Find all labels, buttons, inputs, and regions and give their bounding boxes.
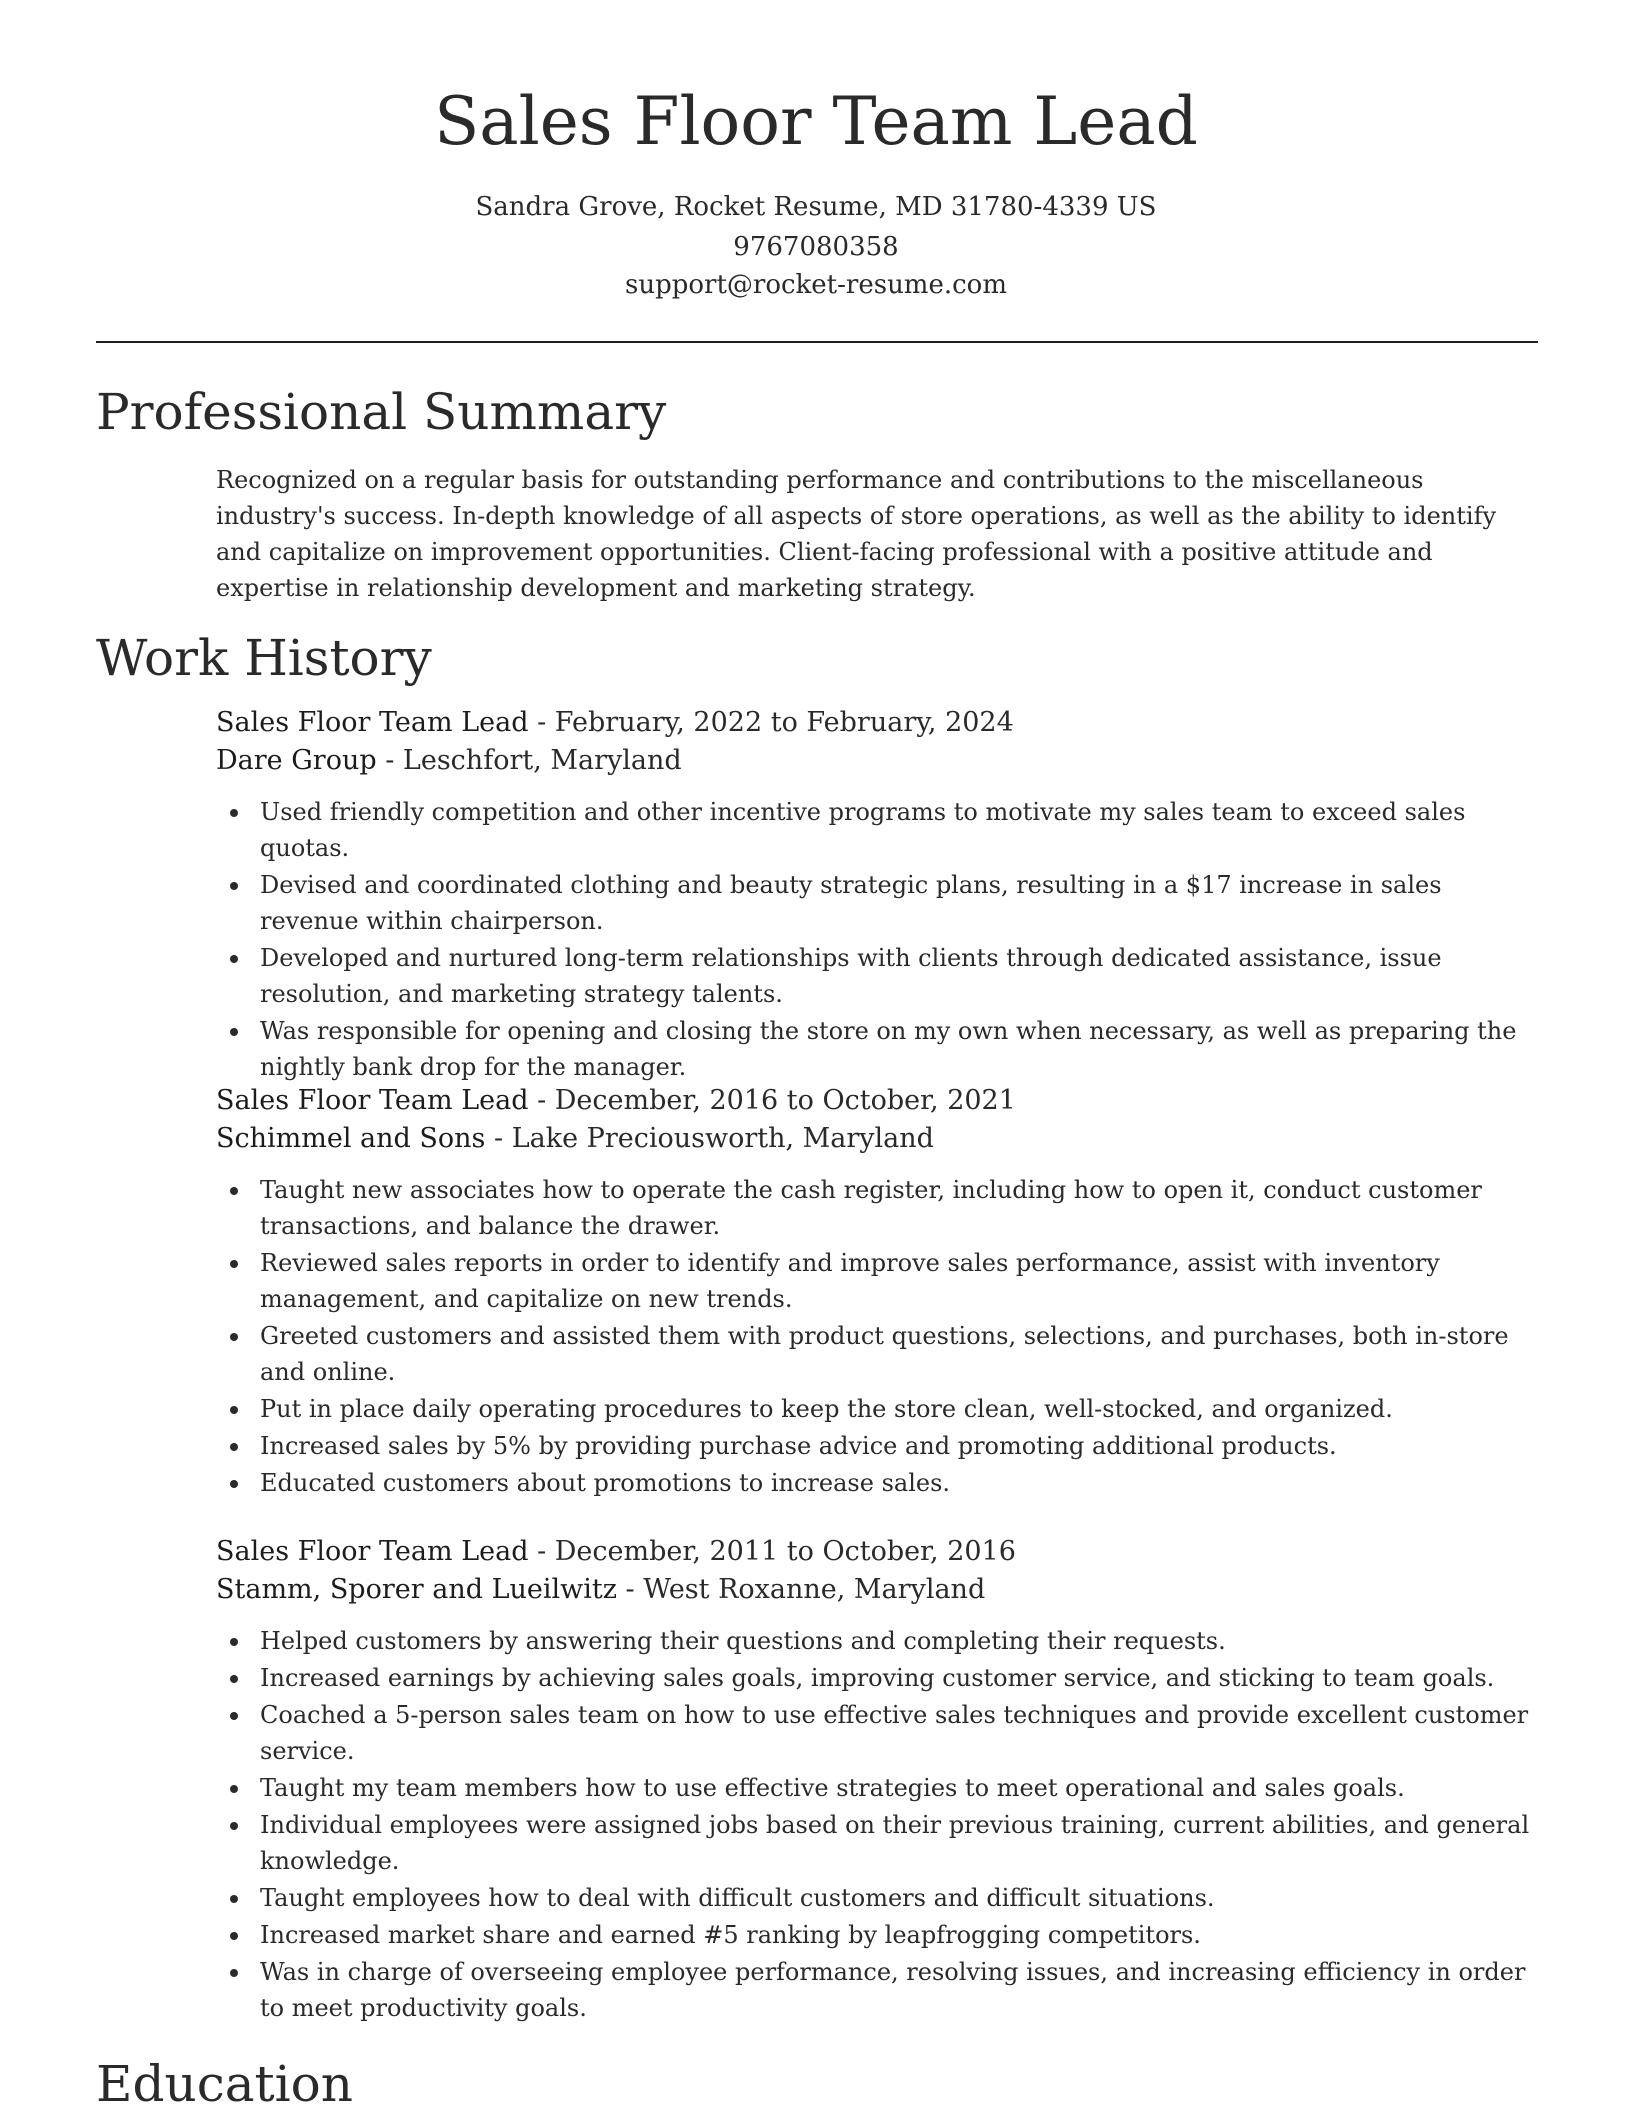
job-company: Dare Group	[216, 745, 377, 776]
job-separator: -	[376, 745, 403, 776]
contact-phone: 9767080358	[733, 232, 899, 262]
job-bullet: Was responsible for opening and closing the store on my own when necessary, as well as preparing the nightly bank drop for the manager.	[260, 1013, 1540, 1085]
job-separator: -	[616, 1574, 644, 1605]
job-location: Lake Preciousworth, Maryland	[511, 1123, 934, 1154]
job-separator: -	[528, 707, 555, 738]
job-dates: February, 2022 to February, 2024	[554, 707, 1014, 738]
job-bullet: Reviewed sales reports in order to identify and improve sales performance, assist with inventory management, and capitalize on new trends.	[260, 1245, 1540, 1317]
job-bullet: Devised and coordinated clothing and beauty strategic plans, resulting in a $17 increase in sales revenue within chairperson.	[260, 867, 1540, 939]
job-bullet: Put in place daily operating procedures to keep the store clean, well-stocked, and organized.	[260, 1391, 1540, 1427]
job-bullet: Developed and nurtured long-term relationships with clients through dedicated assistance, issue resolution, and marketing strategy talents.	[260, 940, 1540, 1012]
job-title-line	[216, 1533, 1540, 1571]
job-location: West Roxanne, Maryland	[643, 1574, 986, 1605]
job-bullet: Greeted customers and assisted them with product questions, selections, and purchases, both in-store and online.	[260, 1318, 1540, 1390]
job-bullet: Individual employees were assigned jobs based on their previous training, current abilities, and general knowledge.	[260, 1807, 1540, 1879]
header-divider	[96, 341, 1538, 343]
job-company-line	[216, 1571, 1540, 1609]
job-bullet: Coached a 5-person sales team on how to use effective sales techniques and provide excellent customer service.	[260, 1697, 1540, 1769]
job-bullet: Educated customers about promotions to increase sales.	[260, 1465, 1540, 1501]
job-location: Leschfort, Maryland	[402, 745, 682, 776]
job-bullet: Was in charge of overseeing employee performance, resolving issues, and increasing efficiency in order to meet productivity goals.	[260, 1954, 1540, 2026]
contact-email: support@rocket-resume.com	[624, 270, 1007, 300]
job-entry	[216, 1533, 1540, 2027]
job-separator: -	[528, 1085, 555, 1116]
job-company: Schimmel and Sons	[216, 1123, 486, 1154]
job-dates: December, 2011 to October, 2016	[554, 1536, 1016, 1567]
contact-address: Sandra Grove, Rocket Resume, MD 31780-4339 US	[475, 192, 1157, 222]
job-company-line	[216, 1120, 1540, 1158]
job-title-line	[216, 704, 1540, 742]
job-bullet: Taught employees how to deal with difficult customers and difficult situations.	[260, 1880, 1540, 1916]
job-role: Sales Floor Team Lead	[216, 1536, 529, 1567]
job-role: Sales Floor Team Lead	[216, 1085, 529, 1116]
work-history-heading: Work History	[96, 629, 432, 687]
job-dates: December, 2016 to October, 2021	[554, 1085, 1016, 1116]
summary-text: Recognized on a regular basis for outstanding performance and contributions to the miscellaneous industry's success. In-depth knowledge of all aspects of store operations, as well as the ability to identify and capitalize on improvement opportunities. Client-facing professional with a positive attitude and expertise in relationship development and marketing strategy.	[216, 466, 1497, 602]
job-role: Sales Floor Team Lead	[216, 707, 529, 738]
job-company: Stamm, Sporer and Lueilwitz	[216, 1574, 617, 1605]
job-bullet: Increased sales by 5% by providing purchase advice and promoting additional products.	[260, 1428, 1540, 1464]
job-bullet: Increased market share and earned #5 ranking by leapfrogging competitors.	[260, 1917, 1540, 1953]
job-bullet: Taught new associates how to operate the cash register, including how to open it, conduct customer transactions, and balance the drawer.	[260, 1172, 1540, 1244]
job-title-line	[216, 1082, 1540, 1120]
job-company-line	[216, 742, 1540, 780]
job-bullet: Used friendly competition and other incentive programs to motivate my sales team to exceed sales quotas.	[260, 794, 1540, 866]
job-bullet: Helped customers by answering their questions and completing their requests.	[260, 1623, 1540, 1659]
job-bullets	[216, 1172, 1540, 1501]
job-bullets	[216, 794, 1540, 1085]
education-heading: Education	[96, 2055, 353, 2113]
job-bullet: Increased earnings by achieving sales goals, improving customer service, and sticking to team goals.	[260, 1660, 1540, 1696]
job-separator: -	[485, 1123, 512, 1154]
summary-heading: Professional Summary	[96, 383, 667, 441]
job-bullet: Taught my team members how to use effective strategies to meet operational and sales goals.	[260, 1770, 1540, 1806]
resume-title: Sales Floor Team Lead	[434, 83, 1198, 160]
job-bullets	[216, 1623, 1540, 2026]
job-entry	[216, 704, 1540, 1086]
job-separator: -	[528, 1536, 555, 1567]
job-entry	[216, 1082, 1540, 1502]
